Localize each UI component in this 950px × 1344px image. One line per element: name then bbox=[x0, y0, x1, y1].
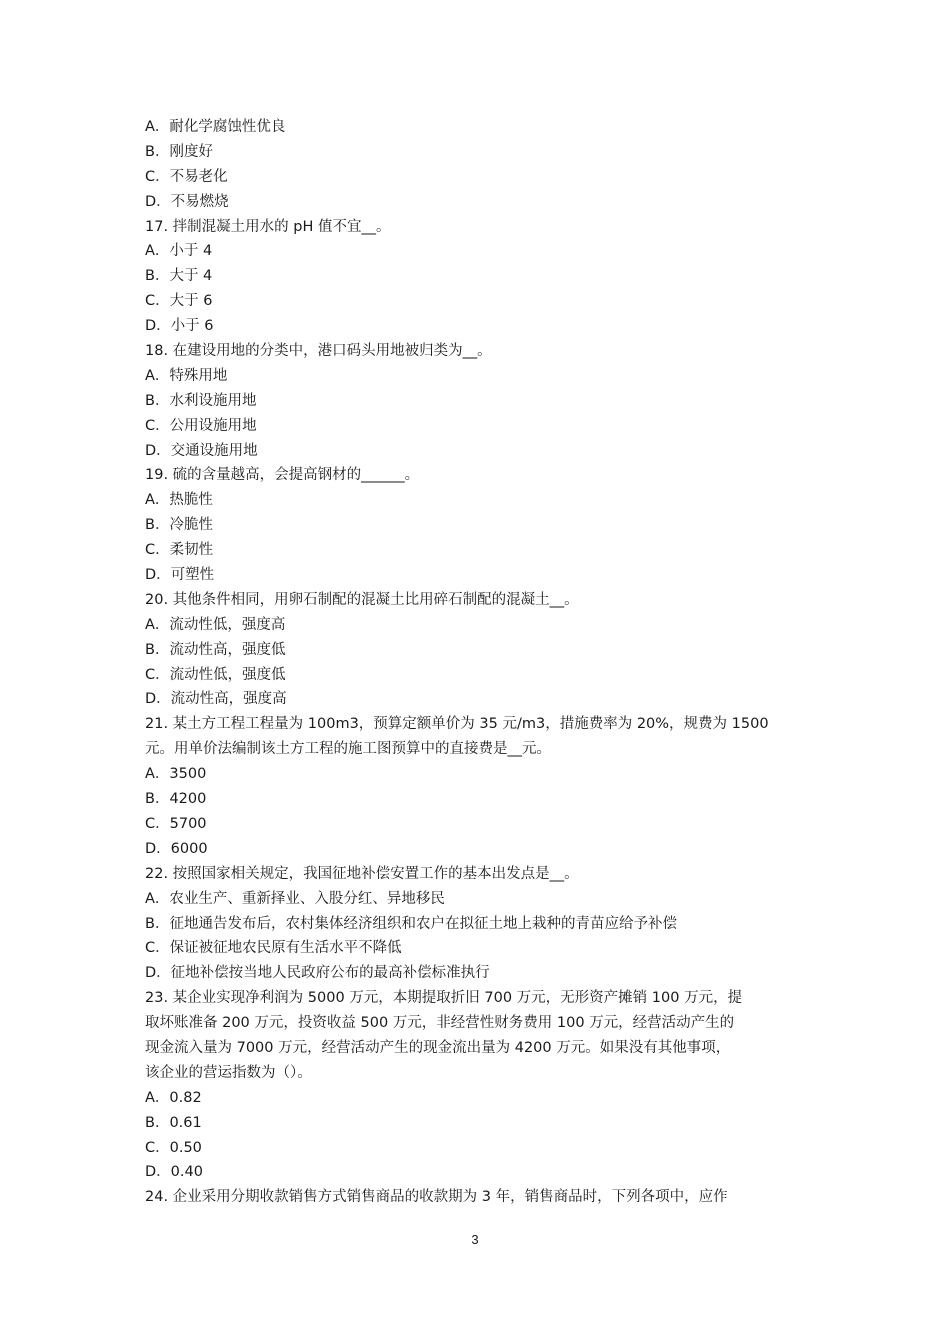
question-17: 17. 拌制混凝土用水的 pH 值不宜__。 bbox=[145, 218, 391, 235]
option-line: D．交通设施用地 bbox=[145, 442, 258, 459]
option-line: D．小于 6 bbox=[145, 318, 214, 335]
option-line: A．耐化学腐蚀性优良 bbox=[145, 119, 286, 135]
option-line: A．流动性低，强度高 bbox=[145, 616, 286, 633]
page-number: 3 bbox=[471, 1232, 479, 1247]
option-line: D．6000 bbox=[145, 840, 208, 857]
question-18: 18. 在建设用地的分类中，港口码头用地被归类为__。 bbox=[145, 343, 492, 360]
option-line: C．柔韧性 bbox=[145, 542, 214, 559]
option-line: C．公用设施用地 bbox=[145, 417, 257, 434]
document-body bbox=[145, 115, 810, 1210]
option-line: D．可塑性 bbox=[145, 567, 215, 584]
option-line: A．小于 4 bbox=[145, 243, 213, 260]
option-line: A．农业生产、重新择业、入股分红、异地移民 bbox=[145, 890, 445, 907]
option-line: B．水利设施用地 bbox=[145, 392, 257, 409]
option-line: C．5700 bbox=[145, 815, 207, 832]
question-23-cont: 取坏账准备 200 万元，投资收益 500 万元，非经营性财务费用 100 万元，经营活动产生的 bbox=[145, 1015, 735, 1032]
option-line: C．不易老化 bbox=[145, 168, 228, 185]
option-line: B．4200 bbox=[145, 791, 207, 808]
question-20: 20. 其他条件相同，用卵石制配的混凝土比用碎石制配的混凝土__。 bbox=[145, 591, 579, 608]
option-line: C．保证被征地农民原有生活水平不降低 bbox=[145, 940, 402, 957]
option-line: B．刚度好 bbox=[145, 143, 213, 160]
option-line: A．特殊用地 bbox=[145, 367, 228, 384]
option-line: B．0.61 bbox=[145, 1114, 202, 1131]
question-23-cont: 该企业的营运指数为（）。 bbox=[145, 1064, 312, 1081]
question-22: 22. 按照国家相关规定，我国征地补偿安置工作的基本出发点是__。 bbox=[145, 865, 579, 882]
option-line: A．0.82 bbox=[145, 1089, 202, 1106]
question-23-cont: 现金流入量为 7000 万元，经营活动产生的现金流出量为 4200 万元。如果没有其他事项， bbox=[145, 1039, 731, 1056]
option-line: B．冷脆性 bbox=[145, 517, 213, 534]
option-line: D．不易燃烧 bbox=[145, 193, 229, 210]
option-line: D．征地补偿按当地人民政府公布的最高补偿标准执行 bbox=[145, 965, 490, 982]
option-line: D．0.40 bbox=[145, 1164, 203, 1181]
question-19: 19. 硫的含量越高，会提高钢材的______。 bbox=[145, 467, 420, 484]
option-line: C．0.50 bbox=[145, 1139, 202, 1156]
option-line: B．大于 4 bbox=[145, 268, 213, 285]
question-24: 24. 企业采用分期收款销售方式销售商品的收款期为 3 年，销售商品时，下列各项中，应作 bbox=[145, 1189, 728, 1206]
option-line: A．热脆性 bbox=[145, 492, 213, 509]
option-line: B．征地通告发布后，农村集体经济组织和农户在拟征土地上栽种的青苗应给予补偿 bbox=[145, 915, 677, 932]
option-line: A．3500 bbox=[145, 766, 207, 783]
option-line: D．流动性高，强度高 bbox=[145, 691, 287, 708]
option-line: B．流动性高，强度低 bbox=[145, 641, 286, 658]
option-line: C．大于 6 bbox=[145, 293, 213, 310]
option-line: C．流动性低，强度低 bbox=[145, 666, 286, 683]
question-21: 21. 某土方工程工程量为 100m3，预算定额单价为 35 元/m3，措施费率为 20%，规费为 1500 bbox=[145, 716, 769, 733]
question-21-cont: 元。用单价法编制该土方工程的施工图预算中的直接费是__元。 bbox=[145, 741, 551, 758]
question-23: 23. 某企业实现净利润为 5000 万元，本期提取折旧 700 万元，无形资产摊销 100 万元，提 bbox=[145, 990, 743, 1007]
